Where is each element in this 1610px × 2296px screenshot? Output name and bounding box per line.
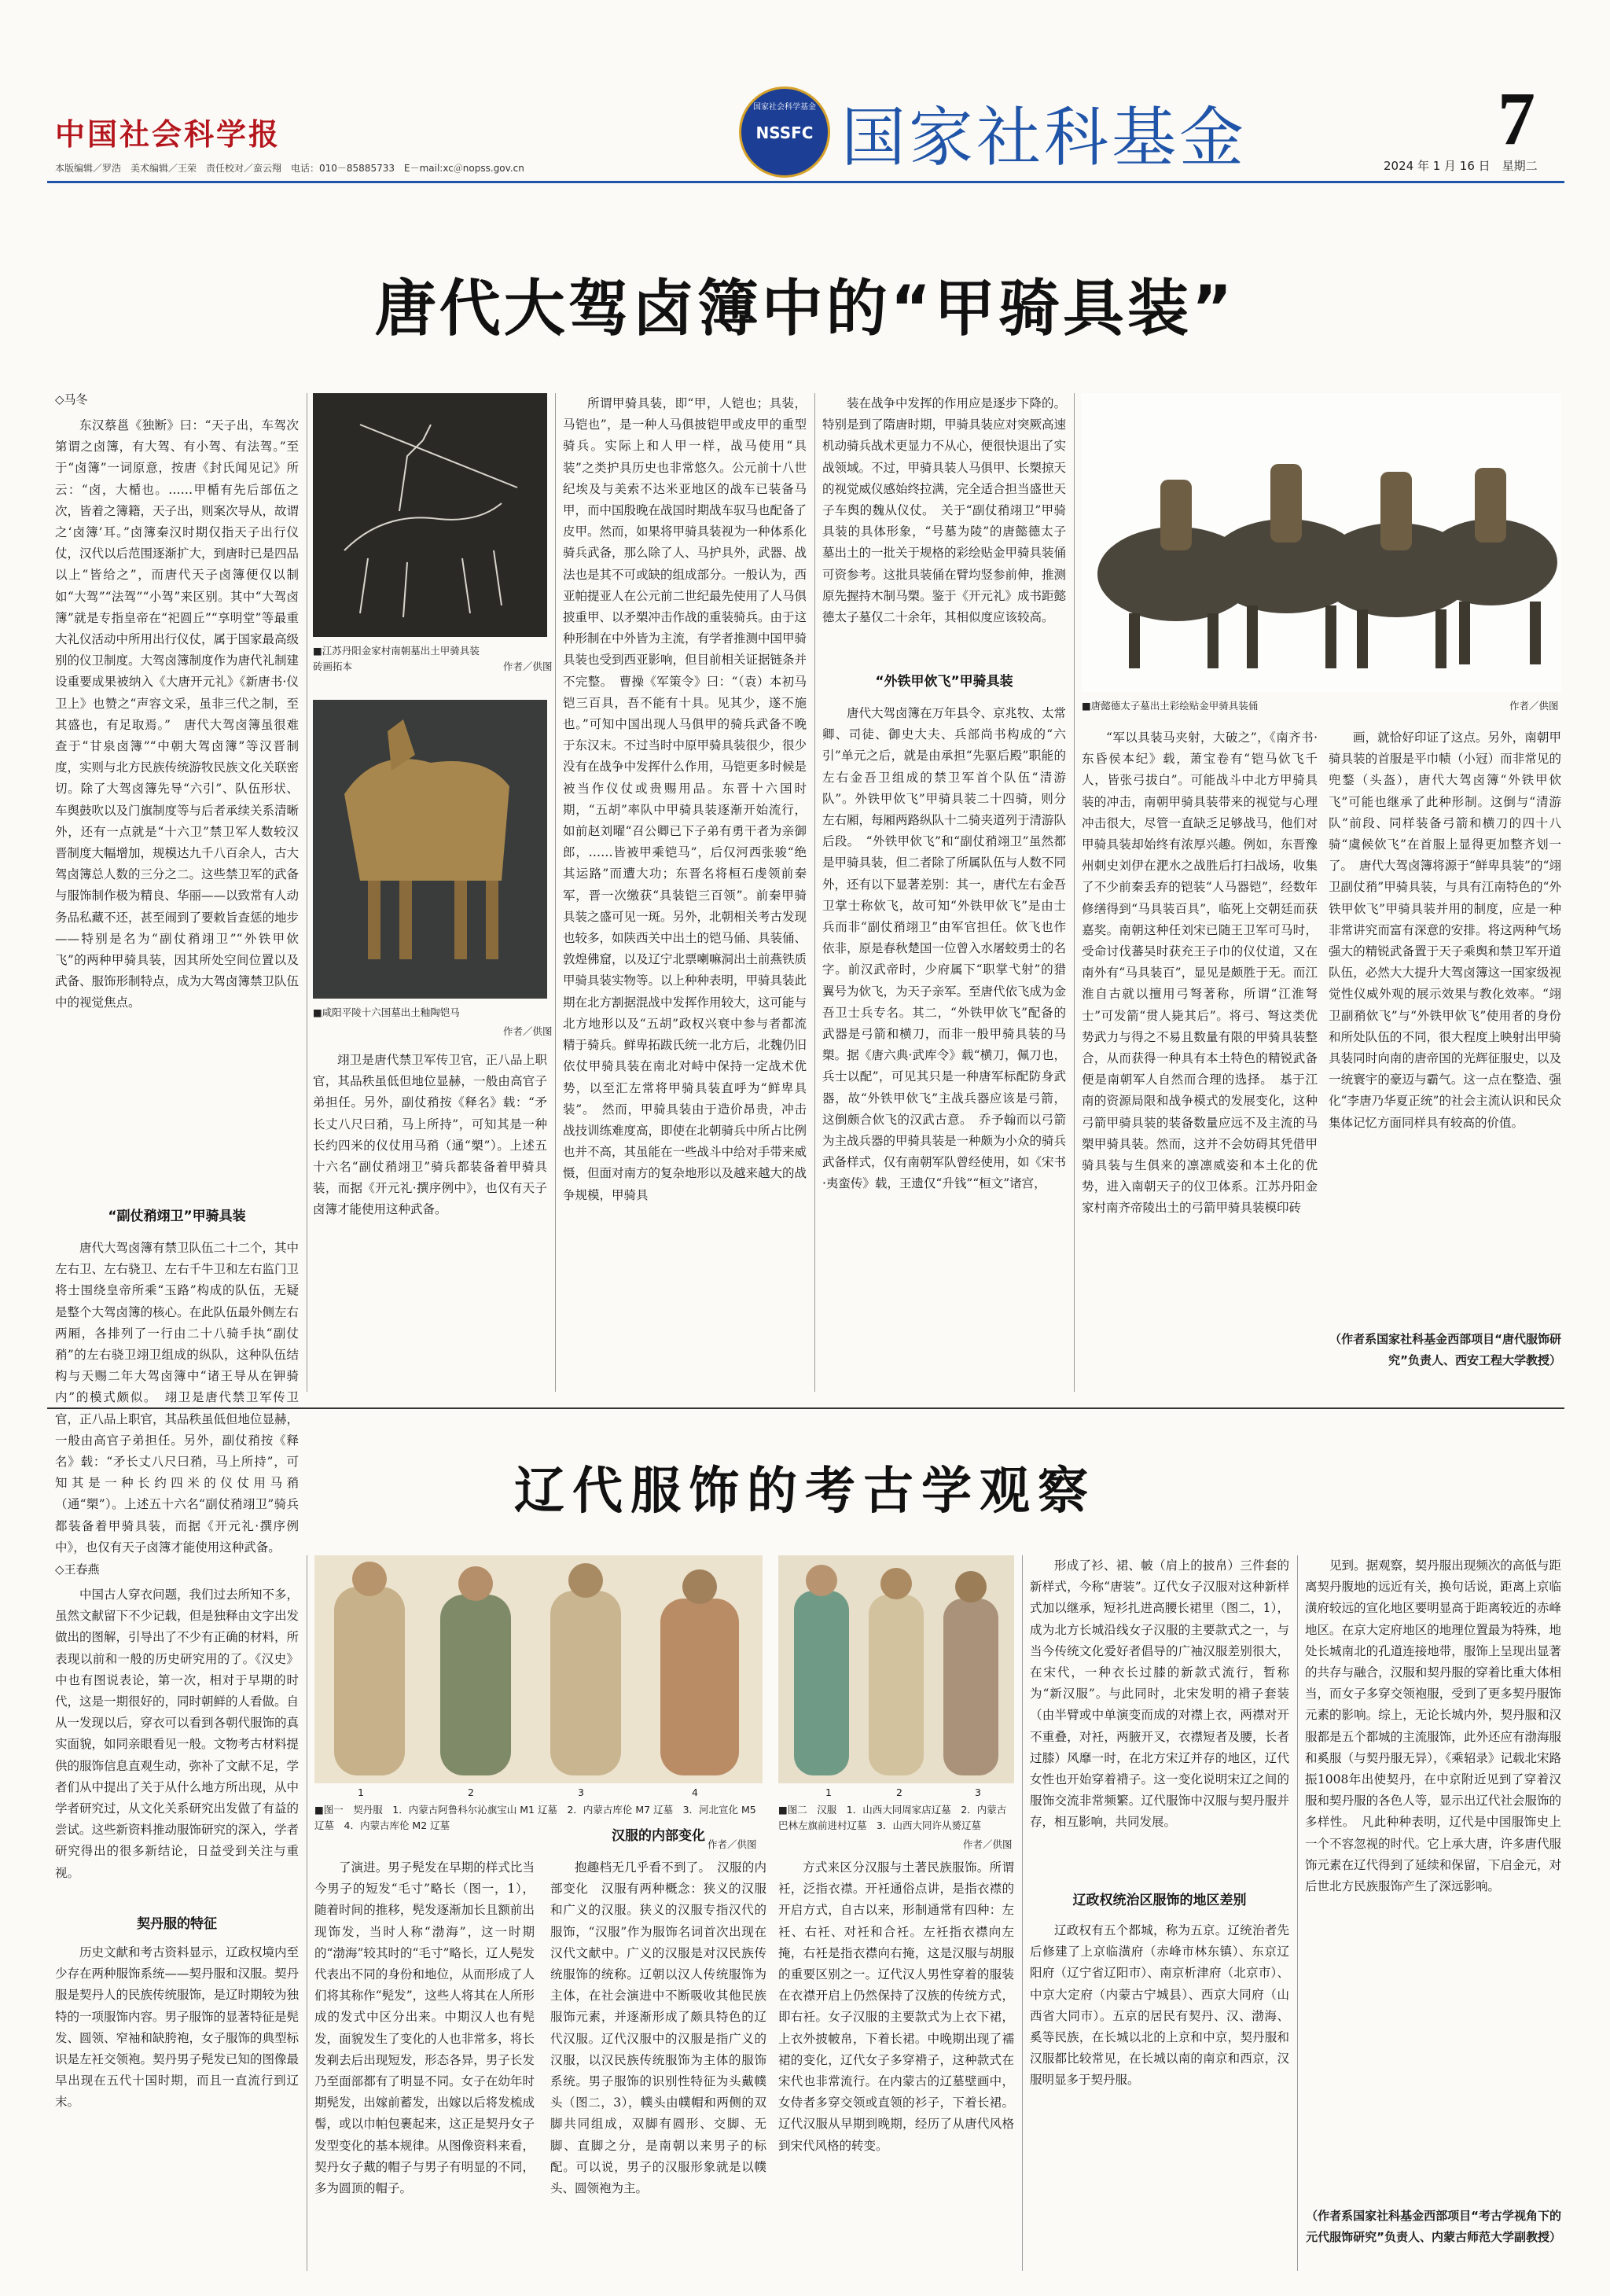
article2-text-5: 形成了衫、裙、帔（肩上的披帛）三件套的新样式，今称“唐装”。辽代女子汉服对这种新样式加以继承，短衫扎进高腰长裙里（图二，1），成为北方长城沿线女子汉服的主要款式之一，与当今传统文化爱好者倡导的广袖汉服差别很大，在宋代，一种衣长过膝的新款式流行，暂称为“新汉服”。与此同时，北宋发明的褙子套装（由半臂或中单演变而成的对襟上衣，两襟对开不重叠，对衽，两腋开叉，衣襟短者及腰，长者过膝）风靡一时，在北方宋辽并存的地区，辽代女性也开始穿着褙子。这一变化说明宋辽之间的服饰交流非常频繁。辽代服饰中汉服与契丹服并存，相互影响，共同发展。 [1030, 1558, 1289, 1830]
page-number: 7 [1498, 76, 1535, 160]
staff-line: 本版编辑／罗浩 美术编辑／王荣 责任校对／蛮云翔 电话：010－85885733 E－mail:xc＠nopss.gov.cn [55, 163, 524, 174]
figure4-credit: 作者／供图 [708, 1838, 757, 1850]
article2-text-3: 抱趣档无几乎看不到了。 汉服的内部变化 汉服有两种概念：狭义的汉服和广义的汉服。狭义的汉服专指汉代的服饰，“汉服”作为服饰名词首次出现在汉代文献中。广义的汉服是对汉民族传统服饰的统称。辽朝以汉人传统服饰为主体，在社会演进中不断吸收其他民族服饰元素，并逐渐形成了颇具特色的辽代汉服。辽代汉服中的汉服是指广义的汉服，以汉民族传统服饰为主体的服饰系统。男子服饰的识别性特征为头戴幞头（图二，3），幞头由幞帽和两侧的双脚共同组成，双脚有圆形、交脚、无脚、直脚之分，是南朝以来男子的标配。可以说，男子的汉服形象就是以幞头、圆领袍为主。 [550, 1860, 766, 2196]
figure4-num-1: 1 [358, 1786, 364, 1798]
article1-author-note: （作者系国家社科基金西部项目“唐代服饰研究”负责人、西安工程大学教授） [1329, 1332, 1561, 1367]
figure3-credit: 作者／供图 [1509, 700, 1559, 712]
article2-subhead-2: 汉服的内部变化 [612, 1828, 705, 1844]
article1-text-2b: 翊卫是唐代禁卫军传卫官，正八品上职官，其品秩虽低但地位显赫，一般由高官子弟担任。另外，副仗矟按《释名》载：“矛长丈八尺曰矟，马上所持”，可知其是一种长约四米的仪仗用马矟（通“槊”）。上述五十六名“副仗矟翊卫”骑兵都装备着甲骑具装，而据《开元礼·撰序例中》，也仅有天子卤簿才能使用这种武备。 [313, 1053, 547, 1217]
article2-column-5b [1030, 1920, 1289, 2266]
article2-author-note: （作者系国家社科基金西部项目“考古学视角下的元代服饰研究”负责人、内蒙古师范大学副教授） [1306, 2209, 1561, 2244]
article1-subhead-2: “外铁甲佽飞”甲骑具装 [875, 674, 1013, 690]
figure5-credit: 作者／供图 [963, 1838, 1013, 1850]
column-rule [555, 393, 556, 1392]
article1-column-4b [822, 703, 1066, 1387]
figure3-caption: ■唐懿德太子墓出土彩绘贴金甲骑具装俑 [1082, 700, 1259, 712]
article2-text-5b: 辽政权有五个都城，称为五京。辽统治者先后修建了上京临潢府（赤峰市林东镇）、东京辽阳府（辽宁省辽阳市）、南京析津府（北京市）、中京大定府（内蒙古宁城县）、西京大同府（山西省大同市）。五京的居民有契丹、汉、渤海、奚等民族，在长城以北的上京和中京，契丹服和汉服都比较常见，在长城以南的南京和西京，汉服明显多于契丹服。 [1030, 1923, 1289, 2088]
article2-column-5 [1030, 1555, 1289, 1854]
logo-ring-text: 国家社会科学基金 [753, 103, 816, 112]
figure5-caption: ■图二 汉服 1．山西大同周家店辽墓 2．内蒙古巴林左旗前进村辽墓 3．山西大同许从赟辽墓 [778, 1804, 1007, 1831]
figure1-caption: ■江苏丹阳金家村南朝墓出土甲骑具装砖画拓本 [313, 645, 480, 672]
article1-column-5 [1082, 727, 1318, 1388]
article2-column-4 [778, 1857, 1014, 2266]
article2-text-6: 见到。据观察，契丹服出现频次的高低与距离契丹腹地的远近有关，换句话说，距离上京临潢府较远的宣化地区要明显高于距离较近的赤峰地区。在京大定府地区的地理位置最为特殊，地处长城南北的孔道连接地带，服饰上呈现出显著的共存与融合，汉服和契丹服的穿着比重大体相当，而女子多穿交领袍服，受到了更多契丹服饰元素的影响。综上，无论长城内外，契丹服和汉服都是五个都城的主流服饰，此外还应有渤海服和奚服（与契丹服无异），《乘轺录》记载北宋路振1008年出使契丹，在中京附近见到了穿着汉服和契丹服的各色人等，显示出辽代社会服饰的多样性。 凡此种种表明，辽代是中国服饰史上一个不容忽视的时代。它上承大唐，许多唐代服饰元素在辽代得到了延续和保留，下启金元，对后世北方民族服饰产生了深远影响。 [1305, 1558, 1561, 1894]
article2-text-2: 了演进。男子髡发在早期的样式比当今男子的短发“毛寸”略长（图一，1），随着时间的推移，髡发逐渐加长且额前出现饰发，当时人称“渤海”，这一时期的“渤海”较其时的“毛寸”略长，辽人髡发代表出不同的身份和地位，从而形成了人们将其称作“髡发”，这些人将其在人所形成的发式中区分出来。中期汉人也有髡发，面貌发生了变化的人也非常多，将长发剃去后出现短发，形态各异，男子长发乃至面部都有了明显不同。女子在幼年时期髡发，出嫁前蓄发，出嫁以后将发梳成髻，或以巾帕包裹起来，这正是契丹女子发型变化的基本规律。从图像资料来看，契丹女子戴的帽子与男子有明显的不同，多为圆顶的帽子。 [314, 1860, 535, 2196]
glazed-horse-image [313, 700, 547, 999]
article2-text-4: 方式来区分汉服与土著民族服饰。所谓衽，泛指衣襟。开衽通俗点讲，是指衣襟的开启方式，自古以来，形制通常有四种：左衽、右衽、对衽和合衽。左衽指衣襟向左掩，右衽是指衣襟向右掩，这是汉服与胡服的重要区别之一。辽代汉人男性穿着的服装在衣襟开启上仍然保持了汉族的传统方式，即右衽。女子汉服的主要款式为上衣下裙，上衣外披帔帛，下着长裙。中晚期出现了襦裙的变化，辽代女子多穿褙子，这种款式在宋代也非常流行。在内蒙古的辽墓壁画中，女侍者多穿交领或直领的衫子，下着长裙。辽代汉服从早期到晚期，经历了从唐代风格到宋代风格的转变。 [778, 1860, 1014, 2153]
article1-column-3 [563, 393, 807, 1388]
article1-text-7: 画，就恰好印证了这点。另外，南朝甲骑具装的首服是平巾帻（小冠）而非常见的兜鍪（头盔），唐代大驾卤簿“外铁甲佽飞”可能也继承了此种形制。这倒与“清游队”前段、同样装备弓箭和横刀的四十八骑“虞候佽飞”在首服上显得更加整齐划一了。 唐代大驾卤簿将源于“鲜卑具装”的“翊卫副仗矟”甲骑具装，与具有江南特色的“外铁甲佽飞”甲骑具装并用的制度，应是一种非常讲究而富有深意的安排。将这两种气场强大的精锐武备置于天子乘舆和禁卫军开道队伍，必然大大提升大驾卤簿这一国家级视觉性仪威外观的展示效果与教化效率。“翊卫副矟佽飞”与“外铁甲佽飞”使用者的身份和所处队伍的不同，很大程度上映射出甲骑具装同时向南的唐帝国的光辉征服史，以及一统寰宇的豪迈与霸气。这一点在整造、强化“李唐乃华夏正统”的社会主流认识和民众集体记忆方面同样具有较高的价值。 [1329, 730, 1561, 1130]
article1-headline: 唐代大驾卤簿中的“甲骑具装” [374, 274, 1236, 344]
figure4-num-3: 3 [578, 1786, 584, 1798]
figure5-num-1: 1 [825, 1786, 832, 1798]
figure4-num-4: 4 [692, 1786, 698, 1798]
column-rule [814, 393, 815, 1392]
article1-text-4: 装在战争中发挥的作用应是逐步下降的。特别是到了隋唐时期，甲骑具装应对突厥高速机动骑兵战术更显力不从心，便很快退出了实战领域。不过，甲骑具装人马俱甲、长槊掠天的视觉威仪感始终拉满，完全适合担当盛世天子车舆的魏从仪仗。 关于“副仗矟翊卫”甲骑具装的具体形象，“号墓为陵”的唐懿德太子墓出土的一批关于规格的彩绘贴金甲骑具装俑可资参考。这批具装俑在臂均竖参前伸，推测原先握持木制马槊。鉴于《开元礼》成书距懿德太子墓仅二十余年，其相似度应该较高。 [822, 396, 1067, 625]
article1-column-1 [55, 415, 299, 1201]
article1-text-6: “军以具装马夹射，大破之”，《南齐书·东昏侯本纪》载，萧宝卷有“铠马佽飞千人，皆张弓拔白”。可能战斗中北方甲骑具装的冲击，南朝甲骑具装带来的视觉与心理冲击很大，尽管一直缺乏足够战马，他们对甲骑具装却始终有浓厚兴趣。例如，东晋豫州刺史刘伊在淝水之战胜后打扫战场，收集了不少前秦丢弃的铠装“人马器铠”，经数年修缮得到“马具装百具”，临死上交朝廷而获嘉奖。南朝这种任刘宋已随王卫军可马时，受命讨伐蕃吴时获充王子巾的仪仗道，又在南外有“马具装百”，显见是颇胜于无。而江淮自古就以擅用弓弩著称，所谓“江淮弩士”可发箭“贯人毙其后”。将弓、弩这类优势武力与得之不易且数量有限的甲骑具装整合，从而获得一种具有本土特色的精锐武备便是南朝军人自然而合理的选择。 基于江南的资源局限和战争模式的发展变化，这种弓箭甲骑具装的装备数量应远不及主流的马槊甲骑具装。然而，这并不会妨碍其凭借甲骑具装与生俱来的凛凛威姿和本土化的优势，进入南朝天子的仪卫体系。江苏丹阳金家村南齐帝陵出土的弓箭甲骑具装模印砖 [1082, 730, 1318, 1216]
nssfc-logo [739, 86, 830, 178]
article1-column-4 [822, 393, 1066, 660]
khitan-mural-image [314, 1555, 763, 1783]
article1-column-2 [313, 1050, 547, 1388]
figure1-credit: 作者／供图 [503, 660, 553, 672]
masthead-rule [47, 181, 1564, 183]
article2-column-1b [55, 1942, 299, 2265]
article2-subhead-3: 辽政权统治区服饰的地区差别 [1072, 1893, 1247, 1908]
column-rule [1074, 393, 1075, 1392]
tomb-figurines-image [1082, 393, 1561, 692]
article1-column-6 [1329, 727, 1561, 1325]
article2-text-1: 中国古人穿衣问题，我们过去所知不多，虽然文献留下不少记载，但是独释由文字出发做出的图解，引导出了不少有正确的材料，所表现以前和一般的历史研究用的了。《汉史》中也有图说表论，第一次，相对于早期的时代，这是一期很好的，同时朝鲜的人看做。自从一发现以后，穿衣可以看到各朝代服饰的真实面貌，如同亲眼看见一般。文物考古材料提供的服饰信息直观生动，弥补了文献不足，学者们从中提出了关于从什么地方所出现，从中学者研究过，从文化关系研究出发做了有益的尝试。这些新资料推动服饰研究的深入，学者研究得出的很多新结论，日益受到关注与重视。 [55, 1588, 300, 1880]
figure2-caption: ■咸阳平陵十六国墓出土釉陶铠马 [313, 1006, 460, 1018]
masthead [0, 0, 1610, 181]
article1-text-5: 唐代大驾卤簿在万年县令、京兆牧、太常卿、司徒、御史大夫、兵部尚书构成的“六引”单元之后，就是由承担“先驱后殿”职能的左右金吾卫组成的禁卫军首个队伍“清游队”。外铁甲佽飞”甲骑具装二十四骑，则分左右厢，每厢两路纵队十二骑夹道列于清游队后段。 “外铁甲佽飞”和“副仗矟翊卫”虽然都是甲骑具装，但二者除了所属队伍与人数不同外，还有以下显著差别：其一，唐代左右金吾卫掌士称佽飞，故可知“外铁甲佽飞”是由士兵而非“副仗矟翊卫”由军官担任。佽飞也作依非，原是春秋楚国一位曾入水屠蛟勇士的名字。前汉武帝时，少府属下“职掌弋射”的猎翼号为佽飞，为天子亲军。至唐代依飞成为金吾卫士兵专名。其二，“外铁甲佽飞”配备的武器是弓箭和横刀，而非一般甲骑具装的马槊。据《唐六典·武库令》载“横刀，佩刀也，兵士以配”，可见其只是一种唐军标配防身武器，故“外铁甲佽飞”主战兵器应该是弓箭，这倒颇合佽飞的汉武古意。 乔予翰而以弓箭为主战兵器的甲骑具装是一种颇为小众的骑兵武备样式，仅有南朝军队曾经使用，如《宋书·夷蛮传》载，王遗仅“升钱”“桓文”诸宫， [822, 706, 1067, 1191]
article1-text-2: 唐代大驾卤簿有禁卫队伍二十二个，其中左右卫、左右骁卫、左右千牛卫和左右监门卫将士围绕皇帝所乘“玉路”构成的队伍，无疑是整个大驾卤簿的核心。在此队伍最外侧左右两厢，各排列了一行由二十八骑手执“副仗矟”的左右骁卫翊卫组成的纵队，这种队伍结构与天赐二年大驾卤簿中“诸王导从在钾骑内”的模式颇似。 翊卫是唐代禁卫军传卫官，正八品上职官，其品秩虽低但地位显赫，一般由高官子弟担任。另外，副仗矟按《释名》载：“矛长丈八尺曰矟，马上所持”，可知其是一种长约四米的仪仗用马矟（通“槊”）。上述五十六名“副仗矟翊卫”骑兵都装备着甲骑具装，而据《开元礼·撰序例中》，也仅有天子卤簿才能使用这种武备。 [55, 1241, 300, 1555]
figure5-num-3: 3 [975, 1786, 981, 1798]
article1-byline: ◇马冬 [55, 392, 88, 407]
brick-rubbing-image [313, 393, 547, 637]
logo-text: NSSFC [755, 123, 814, 142]
article2-subhead-1: 契丹服的特征 [137, 1916, 217, 1932]
article2-byline: ◇王春燕 [55, 1562, 100, 1577]
figure4-caption: ■图一 契丹服 1．内蒙古阿鲁科尔沁旗宝山 M1 辽墓 2．内蒙古库伦 M7 辽墓 3．河北宣化 M5 辽墓 4．内蒙古库伦 M2 辽墓 [314, 1804, 756, 1831]
article1-column-1b [55, 1238, 300, 1555]
figure2-credit: 作者／供图 [503, 1025, 553, 1037]
han-mural-image [778, 1555, 1014, 1783]
article2-headline: 辽代服饰的考古学观察 [514, 1463, 1096, 1521]
article2-text-1b: 历史文献和考古资料显示，辽政权境内至少存在两种服饰系统——契丹服和汉服。契丹服是契丹人的民族传统服饰，是辽时期较为独特的一项服饰内容。男子服饰的显著特征是髡发、圆领、窄袖和缺胯袍，女子服饰的典型标识是左衽交领袍。契丹男子髡发已知的图像最早出现在五代十国时期，而且一直流行到辽末。 [55, 1945, 300, 2110]
column-rule [1297, 1555, 1298, 2271]
article1-subhead-1: “副仗矟翊卫”甲骑具装 [108, 1209, 246, 1224]
column-rule [1022, 1555, 1023, 2271]
article2-column-1 [55, 1584, 299, 1907]
figure5-num-2: 2 [896, 1786, 902, 1798]
section-divider [47, 1407, 1564, 1409]
article1-text-3: 所谓甲骑具装，即“甲，人铠也；具装，马铠也”，是一种人马俱披铠甲或皮甲的重型骑兵。实际上和人甲一样，战马使用“具装”之类护具历史也非常悠久。公元前十八世纪埃及与美索不达米亚地区的战车已装备马甲，而中国殷晚在战国时期战车驭马也配备了皮甲。然而，如果将甲骑具装视为一种体系化骑兵武备，那么除了人、马护具外，武器、战法也是其不可或缺的组成部分。一般认为，西亚帕提亚人在公元前二世纪最先使用了人马俱披重甲、以矛槊冲击作战的重装骑兵。由于这种形制在中外皆为主流，有学者推测中国甲骑具装也受到西亚影响，但目前相关证据链条并不完整。 曹操《军策令》曰：“（袁）本初马铠三百具，吾不能有十具。见其少，遂不施也。”可知中国出现人马俱甲的骑兵武备不晚于东汉末。不过当时中原甲骑具装很少，很少没有在战争中发挥什么作用，马铠更多时候是被当作仪仗或贵赐用品。东晋十六国时期，“五胡”率队中甲骑具装逐渐开始流行，如前赵刘曜“召公卿已下子弟有勇干者为亲御郎，……皆被甲乘铠马”，后仅河西张骏“绝其运路”而遭大功；东晋名将桓石虔领前秦军，晋一次缴获“具装铠三百领”。前秦甲骑具装之盛可见一斑。另外，北朝相关考古发现也较多，如陕西关中出土的铠马俑、具装俑、敦煌佛窟，以及辽宁北票喇嘛洞出土前燕铁质甲骑具装实物等。以上种种表明，甲骑具装此期在北方割据混战中发挥作用较大，这可能与北方地形以及“五胡”政权兴衰中参与者都流精于骑兵。鲜卑拓跋氏统一北方后，北魏仍旧依仗甲骑具装在南北对峙中保持一定战术优势，以至汇左常将甲骑具装直呼为“鲜卑具装”。 然而，甲骑具装由于造价昂贵，冲击战技训练难度高，即使在北朝骑兵中所占比例也并不高，其虽能在一些战斗中给对手带来威慑，但面对南方的复杂地形以及越来越大的战争规模，甲骑具 [563, 396, 807, 1202]
paper-name: 中国社会科学报 [55, 116, 281, 152]
section-title: 国家社科基金 [841, 101, 1248, 175]
article1-text-1: 东汉蔡邕《独断》曰：“天子出，车驾次第谓之卤簿，有大驾、有小驾、有法驾。”至于“卤簿”一词原意，按唐《封氏闻见记》所云：“卤，大楯也。……甲楯有先后部伍之次，皆着之簿籍，天子出，则案次导从，故谓之‘卤簿’耳。”卤簿秦汉时期仅指天子出行仪仗，汉代以后范围逐渐扩大，到唐时已是四品以上“皆给之”，而唐代天子卤簿便仅以制如“大驾”“法驾”“小驾”来区别。其中“大驾卤簿”就是专指皇帝在“祀圆丘”“享明堂”等最重大礼仪活动中所用出行仪仗，属于国家最高级别的仪卫制度。大驾卤簿制度作为唐代礼制建设重要成果被纳入《大唐开元礼》《新唐书·仪卫上》也赞之“声容文采，虽非三代之制，至其盛也，有足取焉。” 唐代大驾卤簿虽很难查于“甘泉卤簿”“中朝大驾卤簿”等汉晋制度，实则与北方民族传统游牧民族文化关联密切。除了大驾卤簿先导“六引”、队伍形状、车舆鼓吹以及门旗制度等与后者承续关系清晰外，还有一点就是“十六卫”禁卫军人数较汉晋制度大幅增加，规模达九千八百余人，古大驾卤簿总人数的三分之二。这些禁卫军的武备与服饰制作极为精良、华丽——以致常有人动务品私藏不还，甚至闹到了要敕旨查惩的地步——特别是名为“副仗矟翊卫”“外铁甲佽飞”的两种甲骑具装，因其所处空间位置以及武备、服饰形制特点，成为大驾卤簿禁卫队伍中的视觉焦点。 [55, 418, 300, 1010]
article2-column-6 [1305, 1555, 1561, 2200]
issue-date: 2024 年 1 月 16 日 星期二 [1384, 159, 1538, 173]
figure4-num-2: 2 [468, 1786, 474, 1798]
article2-column-3 [550, 1857, 766, 2266]
article2-column-2 [314, 1857, 535, 2266]
